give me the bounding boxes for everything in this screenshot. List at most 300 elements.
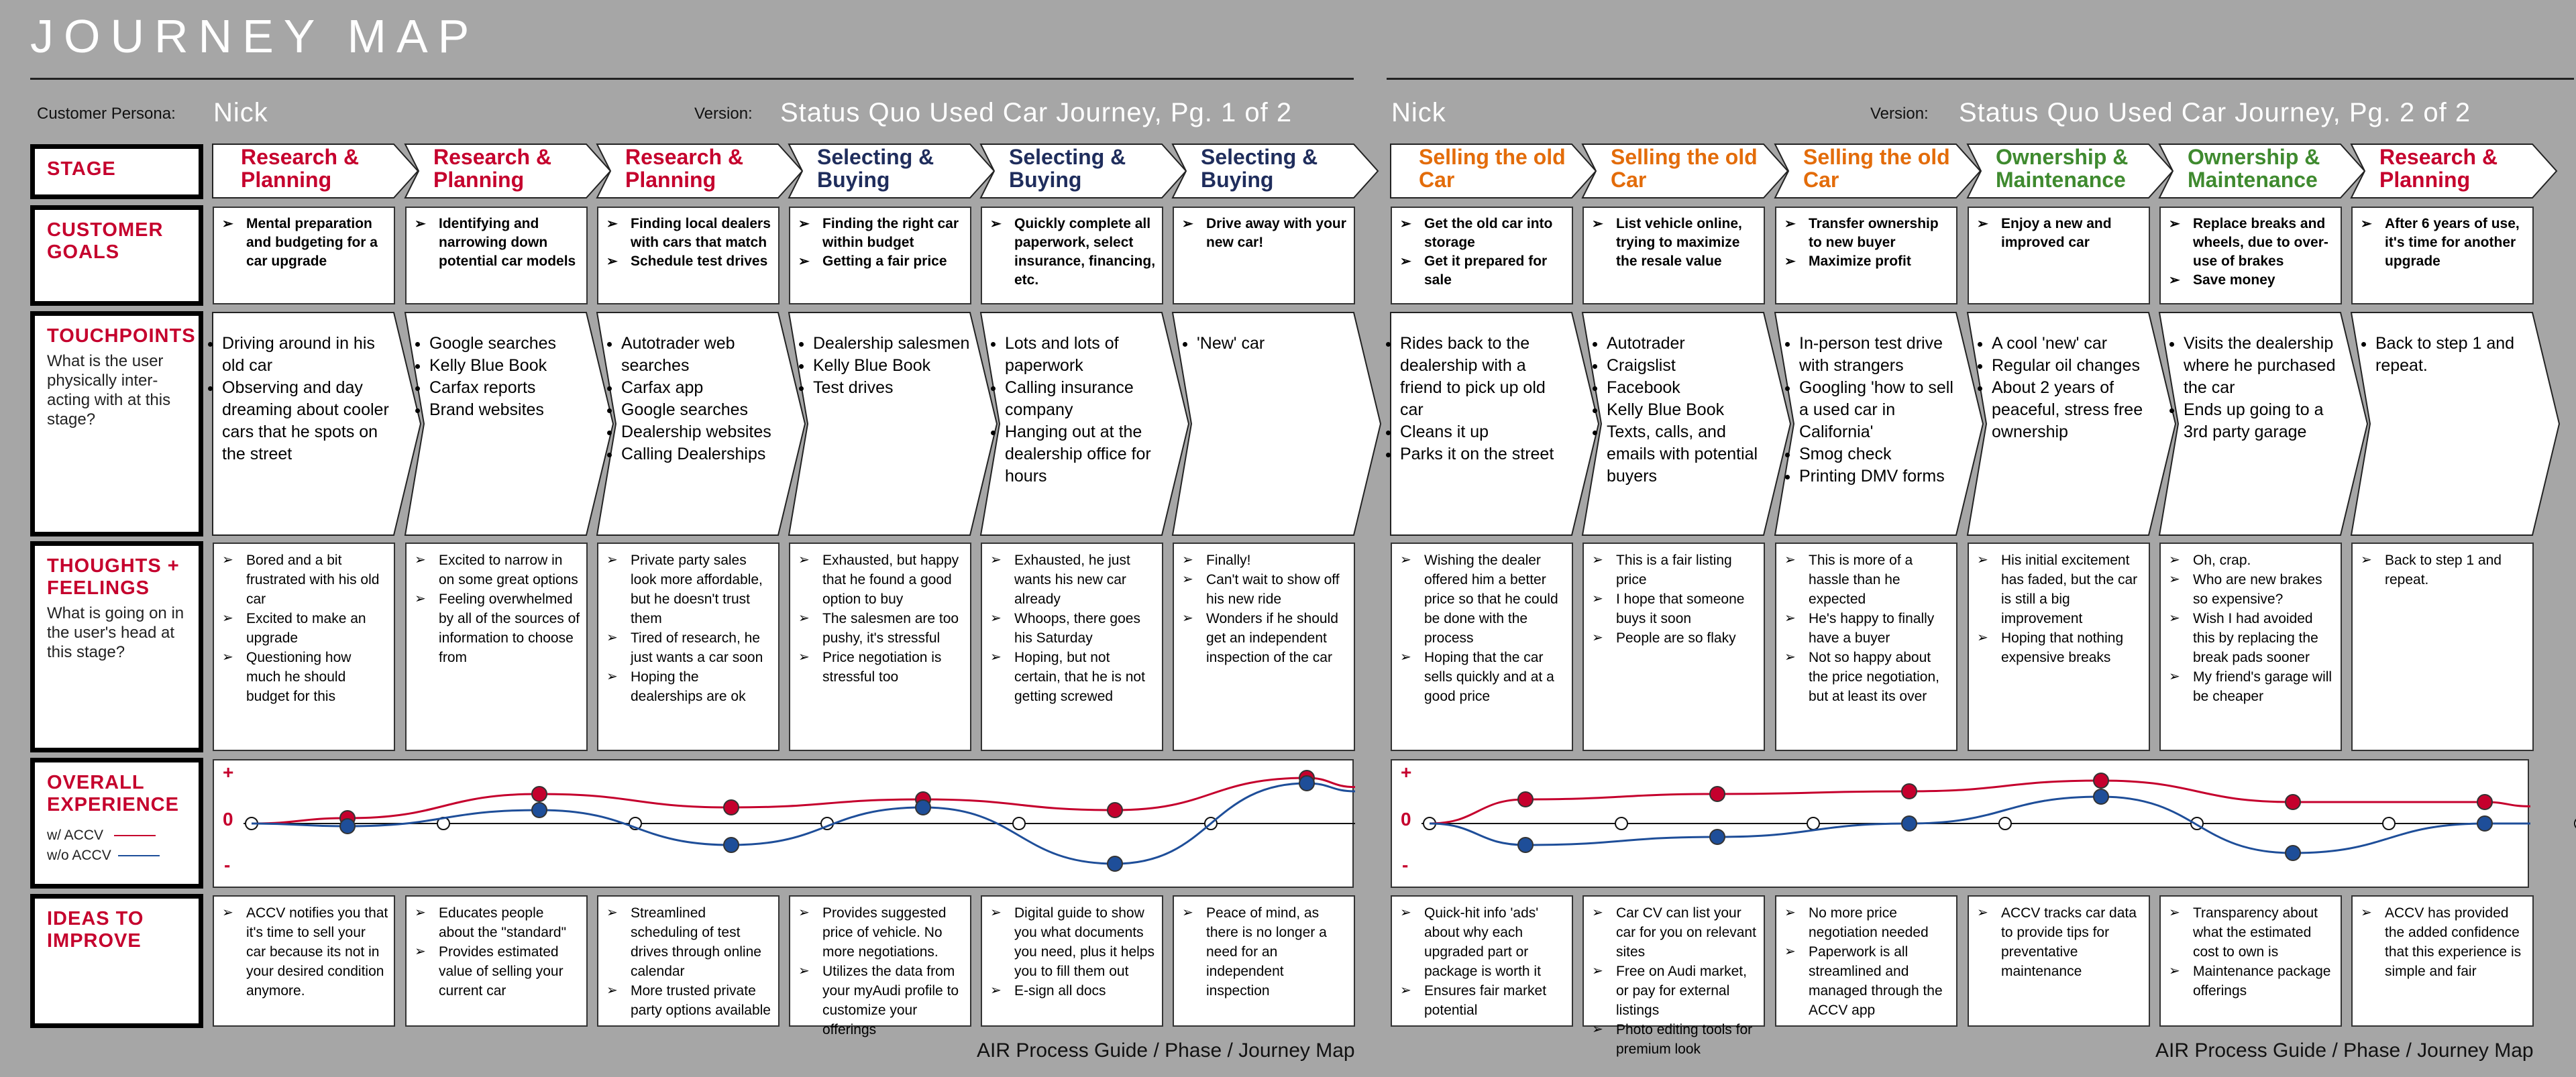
bullet-list — [1584, 897, 1764, 1059]
bullet-list — [407, 544, 586, 667]
header-divider — [30, 78, 1354, 80]
experience-chart-svg — [214, 760, 1355, 889]
list-item: ➢ Identifying and narrowing down potential car models — [415, 215, 581, 271]
bullet-list — [2366, 333, 2532, 377]
ideas-cell — [597, 895, 780, 1027]
list-item: ➢ Who are new brakes so expensive? — [2169, 570, 2335, 609]
list-item: ➢ The salesmen are too pushy, it's stressful — [798, 609, 965, 648]
persona-name: Nick — [213, 98, 268, 127]
touchpoint-text — [2174, 322, 2341, 454]
axis-minus-label: - — [1402, 854, 1409, 875]
touchpoint-text — [213, 322, 394, 476]
stage-chevron — [1391, 144, 1596, 198]
list-item: ➢ Digital guide to show you what documents you need, plus it helps you to fill them out — [990, 903, 1157, 981]
list-item: ➢ ACCV has provided the added confidence that this experience is simple and fair — [2361, 903, 2527, 981]
list-item: • Printing DMV forms — [1799, 465, 1956, 488]
experience-chart-page-2 — [1391, 759, 2529, 888]
data-point — [724, 838, 739, 852]
list-item: ➢ Hoping the dealerships are ok — [606, 667, 773, 706]
bullet-list — [2161, 544, 2341, 706]
ideas-cell — [1582, 895, 1765, 1057]
list-item: ➢ Streamlined scheduling of test drives through online calendar — [606, 903, 773, 981]
data-point — [1902, 784, 1917, 799]
data-point — [1108, 803, 1122, 817]
list-item: ➢ Enjoy a new and improved car — [1977, 215, 2143, 252]
list-item: ➢ Finding the right car within budget — [798, 215, 965, 252]
touchpoint-arrow — [2351, 313, 2559, 535]
touchpoint-arrow — [981, 313, 1189, 535]
bullet-list — [982, 208, 1162, 290]
list-item: ➢ Whoops, there goes his Saturday — [990, 609, 1157, 648]
stage-label: Research & Planning — [241, 145, 360, 192]
touchpoint-text — [996, 322, 1162, 498]
stage-chevron — [1968, 144, 2173, 198]
chart-legend — [47, 826, 186, 866]
list-item: ➢ Exhausted, he just wants his new car already — [990, 551, 1157, 609]
list-item: ➢ People are so flaky — [1592, 628, 1758, 648]
version-value: Status Quo Used Car Journey, Pg. 1 of 2 — [780, 98, 1293, 127]
stage-label: Research & Planning — [625, 145, 744, 192]
list-item: ➢ ACCV tracks car data to provide tips for preventative maintenance — [1977, 903, 2143, 981]
stage-chevron — [405, 144, 610, 198]
bullet-list — [1391, 333, 1572, 465]
legend-label-with-accv: w/ ACCV — [47, 828, 104, 843]
list-item: • Brand websites — [429, 399, 586, 421]
list-item: ➢ Getting a fair price — [798, 252, 965, 271]
list-item: ➢ Educates people about the "standard" — [415, 903, 581, 942]
bullet-list — [1776, 544, 1956, 706]
persona-label: Customer Persona: — [37, 105, 176, 123]
list-item: • 'New' car — [1197, 333, 1354, 355]
series-line-with-accv — [252, 778, 1355, 824]
touchpoint-arrow — [2159, 313, 2367, 535]
row-label-ideas — [30, 894, 203, 1028]
data-point — [1710, 830, 1725, 844]
axis-zero-label: 0 — [223, 809, 233, 830]
list-item: ➢ List vehicle online, trying to maximize the resale value — [1592, 215, 1758, 271]
stage-label: Selling the old Car — [1611, 145, 1758, 192]
list-item: ➢ Questioning how much he should budget for this — [222, 648, 388, 706]
goals-cell — [405, 207, 588, 304]
stage-chevron — [213, 144, 418, 198]
goals-cell — [1391, 207, 1573, 304]
bullet-list — [214, 897, 394, 1001]
list-item: • Visits the dealership where he purchased the car — [2184, 333, 2341, 399]
list-item: • Carfax app — [621, 377, 778, 399]
list-item: • Cleans it up — [1400, 421, 1572, 443]
row-label-experience — [30, 758, 203, 889]
bullet-list — [790, 544, 970, 687]
ideas-cell — [789, 895, 971, 1037]
thoughts-cell — [405, 543, 588, 751]
bullet-list — [1776, 208, 1956, 271]
list-item: ➢ Back to step 1 and repeat. — [2361, 551, 2527, 589]
list-item: ➢ Exhausted, but happy that he found a good option to buy — [798, 551, 965, 609]
bullet-list — [1174, 544, 1354, 667]
thoughts-cell — [213, 543, 395, 751]
touchpoint-text — [1790, 322, 1956, 498]
list-item: ➢ Excited to narrow in on some great options — [415, 551, 581, 589]
ideas-cell — [1968, 895, 2150, 1027]
bullet-list — [407, 897, 586, 1001]
ideas-cell — [2351, 895, 2534, 1027]
list-item: ➢ Bored and a bit frustrated with his old car — [222, 551, 388, 609]
bullet-list — [982, 544, 1162, 706]
bullet-list — [1392, 208, 1572, 290]
list-item: • Dealership salesmen — [813, 333, 970, 355]
version-label: Version: — [694, 105, 753, 123]
bullet-list — [2161, 897, 2341, 1001]
header-divider — [1387, 78, 2574, 80]
stage-chevron — [2351, 144, 2557, 198]
touchpoint-text — [1982, 322, 2149, 454]
stage-chevron — [597, 144, 802, 198]
list-item: ➢ Private party sales look more affordable, but he doesn't trust them — [606, 551, 773, 628]
stage-label: Selling the old Car — [1803, 145, 1950, 192]
list-item: ➢ Transparency about what the estimated cost to own is — [2169, 903, 2335, 962]
data-point — [916, 800, 930, 815]
list-item: • Parks it on the street — [1400, 443, 1572, 465]
list-item: • Craigslist — [1607, 355, 1764, 377]
list-item: ➢ Quickly complete all paperwork, select insurance, financing, etc. — [990, 215, 1157, 290]
bullet-list — [612, 333, 778, 465]
bullet-list — [1584, 208, 1764, 271]
stage-label: Research & Planning — [433, 145, 552, 192]
bullet-list — [2353, 897, 2532, 981]
list-item: • Observing and day dreaming about cooler cars that he spots on the street — [222, 377, 394, 465]
list-item: • Kelly Blue Book — [813, 355, 970, 377]
bullet-list — [1776, 897, 1956, 1020]
row-label-thoughts — [30, 541, 203, 752]
row-label-title: IDEAS TO IMPROVE — [47, 908, 144, 952]
axis-marker — [1999, 817, 2011, 830]
list-item: • Google searches — [429, 333, 586, 355]
list-item: • Autotrader web searches — [621, 333, 778, 377]
list-item: ➢ Wishing the dealer offered him a better price so that he could be done with the process — [1400, 551, 1566, 648]
axis-marker — [1615, 817, 1627, 830]
row-label-goals — [30, 205, 203, 306]
row-label-title: THOUGHTS + FEELINGS — [47, 555, 180, 599]
axis-marker — [2383, 817, 2395, 830]
bullet-list — [214, 208, 394, 271]
list-item: ➢ Price negotiation is stressful too — [798, 648, 965, 687]
list-item: • Carfax reports — [429, 377, 586, 399]
axis-minus-label: - — [224, 854, 231, 875]
ideas-cell — [1391, 895, 1573, 1027]
touchpoint-text — [1391, 322, 1572, 476]
bullet-list — [598, 897, 778, 1020]
list-item: ➢ Provides suggested price of vehicle. No more negotiations. — [798, 903, 965, 962]
goals-cell — [1173, 207, 1355, 304]
stage-chevron — [1173, 144, 1378, 198]
bullet-list — [1790, 333, 1956, 488]
touchpoint-arrow — [213, 313, 421, 535]
bullet-list — [1597, 333, 1764, 488]
goals-cell — [789, 207, 971, 304]
list-item: • Regular oil changes — [1992, 355, 2149, 377]
touchpoint-text — [420, 322, 586, 432]
bullet-list — [1392, 897, 1572, 1020]
row-label-subtitle: What is going on in the user's head at this stage? — [47, 604, 184, 661]
bullet-list — [1174, 897, 1354, 1001]
list-item: • Kelly Blue Book — [429, 355, 586, 377]
list-item: • Facebook — [1607, 377, 1764, 399]
data-point — [2477, 795, 2492, 809]
list-item: ➢ I hope that someone buys it soon — [1592, 589, 1758, 628]
list-item: • Driving around in his old car — [222, 333, 394, 377]
data-point — [532, 803, 547, 817]
bullet-list — [804, 333, 970, 399]
list-item: ➢ Maximize profit — [1784, 252, 1951, 271]
stage-label: Ownership & Maintenance — [2188, 145, 2320, 192]
list-item: ➢ This is more of a hassle than he expected — [1784, 551, 1951, 609]
thoughts-cell — [2351, 543, 2534, 751]
stage-chevron — [1775, 144, 1980, 198]
list-item: • Google searches — [621, 399, 778, 421]
list-item: ➢ Mental preparation and budgeting for a car upgrade — [222, 215, 388, 271]
bullet-list — [420, 333, 586, 421]
list-item: • A cool 'new' car — [1992, 333, 2149, 355]
list-item: • About 2 years of peaceful, stress free ownership — [1992, 377, 2149, 443]
touchpoint-arrow — [789, 313, 997, 535]
data-point — [724, 800, 739, 815]
list-item: ➢ Hoping that nothing expensive breaks — [1977, 628, 2143, 667]
list-item: • Ends up going to a 3rd party garage — [2184, 399, 2341, 443]
row-label-stage — [30, 144, 203, 199]
ideas-cell — [981, 895, 1163, 1027]
thoughts-cell — [1173, 543, 1355, 751]
thoughts-cell — [1582, 543, 1765, 751]
list-item: ➢ Peace of mind, as there is no longer a need for an independent inspection — [1182, 903, 1348, 1001]
data-point — [2094, 789, 2108, 804]
bullet-list — [213, 333, 394, 465]
goals-cell — [2159, 207, 2342, 304]
list-item: ➢ Quick-hit info 'ads' about why each upgraded part or package is worth it — [1400, 903, 1566, 981]
bullet-list — [996, 333, 1162, 488]
stage-label: Selecting & Buying — [817, 145, 934, 192]
axis-marker — [1013, 817, 1025, 830]
ideas-cell — [1775, 895, 1957, 1027]
row-label-title: OVERALL EXPERIENCE — [47, 772, 179, 815]
data-point — [1518, 838, 1533, 852]
thoughts-cell — [981, 543, 1163, 751]
bullet-list — [598, 544, 778, 706]
thoughts-cell — [1968, 543, 2150, 751]
version-label: Version: — [1870, 105, 1929, 123]
list-item: ➢ Oh, crap. — [2169, 551, 2335, 570]
bullet-list — [1174, 208, 1354, 252]
stage-label: Selling the old Car — [1419, 145, 1566, 192]
goals-cell — [1775, 207, 1957, 304]
bullet-list — [2174, 333, 2341, 443]
list-item: • Calling insurance company — [1005, 377, 1162, 421]
data-point — [2286, 846, 2300, 860]
list-item: ➢ Provides estimated value of selling your current car — [415, 942, 581, 1001]
touchpoint-text — [2366, 322, 2532, 388]
bullet-list — [2353, 544, 2532, 589]
stage-chevron — [789, 144, 994, 198]
goals-cell — [981, 207, 1163, 304]
list-item: ➢ This is a fair listing price — [1592, 551, 1758, 589]
list-item: • Lots and lots of paperwork — [1005, 333, 1162, 377]
stage-label: Research & Planning — [2379, 145, 2498, 192]
list-item: • Kelly Blue Book — [1607, 399, 1764, 421]
touchpoint-arrow — [405, 313, 613, 535]
list-item: ➢ His initial excitement has faded, but the car is still a big improvement — [1977, 551, 2143, 628]
data-point — [1710, 787, 1725, 801]
axis-zero-label: 0 — [1401, 809, 1411, 830]
touchpoint-arrow — [1173, 313, 1381, 535]
list-item: • Smog check — [1799, 443, 1956, 465]
ideas-cell — [213, 895, 395, 1027]
list-item: ➢ My friend's garage will be cheaper — [2169, 667, 2335, 706]
stage-label: Selecting & Buying — [1201, 145, 1318, 192]
list-item: ➢ Drive away with your new car! — [1182, 215, 1348, 252]
list-item: ➢ Replace breaks and wheels, due to over-use of brakes — [2169, 215, 2335, 271]
touchpoint-arrow — [1775, 313, 1983, 535]
bullet-list — [1982, 333, 2149, 443]
row-label-title: CUSTOMER GOALS — [47, 219, 164, 263]
list-item: ➢ Maintenance package offerings — [2169, 962, 2335, 1001]
list-item: ➢ Can't wait to show off his new ride — [1182, 570, 1348, 609]
data-point — [340, 819, 355, 834]
list-item: ➢ He's happy to finally have a buyer — [1784, 609, 1951, 648]
bullet-list — [598, 208, 778, 271]
list-item: ➢ Tired of research, he just wants a car soon — [606, 628, 773, 667]
ideas-cell — [2159, 895, 2342, 1027]
list-item: ➢ Free on Audi market, or pay for external listings — [1592, 962, 1758, 1020]
bullet-list — [2353, 208, 2532, 271]
list-item: • Test drives — [813, 377, 970, 399]
stage-chevron — [2159, 144, 2365, 198]
data-point — [1299, 776, 1314, 791]
bullet-list — [2161, 208, 2341, 290]
bullet-list — [1584, 544, 1764, 648]
list-item: ➢ Not so happy about the price negotiation, but at least its over — [1784, 648, 1951, 706]
bullet-list — [790, 208, 970, 271]
thoughts-cell — [1775, 543, 1957, 751]
row-label-title: TOUCHPOINTS — [47, 325, 196, 347]
touchpoint-text — [612, 322, 778, 476]
legend-swatch-blue — [118, 855, 160, 856]
footer-breadcrumb: AIR Process Guide / Phase / Journey Map — [977, 1039, 1355, 1062]
thoughts-cell — [1391, 543, 1573, 751]
list-item: ➢ Get it prepared for sale — [1400, 252, 1566, 290]
row-label-title: STAGE — [47, 158, 116, 180]
thoughts-cell — [789, 543, 971, 751]
ideas-cell — [1173, 895, 1355, 1027]
series-line-without-accv — [1430, 797, 2530, 853]
bullet-list — [1969, 208, 2149, 252]
touchpoint-arrow — [1582, 313, 1790, 535]
bullet-list — [214, 544, 394, 706]
bullet-list — [1392, 544, 1572, 706]
goals-cell — [597, 207, 780, 304]
list-item: ➢ After 6 years of use, it's time for another upgrade — [2361, 215, 2527, 271]
list-item: • Googling 'how to sell a used car in California' — [1799, 377, 1956, 443]
list-item: • Rides back to the dealership with a friend to pick up old car — [1400, 333, 1572, 421]
list-item: • In-person test drive with strangers — [1799, 333, 1956, 377]
list-item: • Autotrader — [1607, 333, 1764, 355]
list-item: • Dealership websites — [621, 421, 778, 443]
row-label-touchpoints — [30, 311, 203, 536]
list-item: ➢ Schedule test drives — [606, 252, 773, 271]
goals-cell — [213, 207, 395, 304]
data-point — [1108, 856, 1122, 871]
touchpoint-text — [804, 322, 970, 410]
data-point — [2286, 795, 2300, 809]
axis-plus-label: + — [1401, 762, 1412, 783]
touchpoint-text — [1187, 322, 1354, 365]
list-item: ➢ Wish I had avoided this by replacing the break pads sooner — [2169, 609, 2335, 667]
bullet-list — [407, 208, 586, 271]
stage-label: Ownership & Maintenance — [1996, 145, 2129, 192]
bullet-list — [1187, 333, 1354, 355]
list-item: ➢ Hoping that the car sells quickly and at a good price — [1400, 648, 1566, 706]
page-title: JOURNEY MAP — [30, 10, 480, 62]
list-item: ➢ Wonders if he should get an independent inspection of the car — [1182, 609, 1348, 667]
data-point — [532, 787, 547, 801]
goals-cell — [1582, 207, 1765, 304]
list-item: ➢ Car CV can list your car for you on relevant sites — [1592, 903, 1758, 962]
list-item: ➢ More trusted private party options available — [606, 981, 773, 1020]
list-item: ➢ Feeling overwhelmed by all of the sources of information to choose from — [415, 589, 581, 667]
list-item: ➢ Photo editing tools for premium look — [1592, 1020, 1758, 1059]
list-item: ➢ Get the old car into storage — [1400, 215, 1566, 252]
bullet-list — [982, 897, 1162, 1001]
axis-marker — [1807, 817, 1819, 830]
goals-cell — [1968, 207, 2150, 304]
touchpoint-arrow — [1391, 313, 1599, 535]
stage-label: Selecting & Buying — [1009, 145, 1126, 192]
list-item: ➢ Finding local dealers with cars that match — [606, 215, 773, 252]
list-item: • Texts, calls, and emails with potential buyers — [1607, 421, 1764, 488]
legend-swatch-red — [114, 835, 156, 836]
list-item: ➢ Save money — [2169, 271, 2335, 290]
touchpoint-text — [1597, 322, 1764, 498]
experience-chart-svg — [1392, 760, 2530, 889]
version-value: Status Quo Used Car Journey, Pg. 2 of 2 — [1959, 98, 2471, 127]
list-item: ➢ Finally! — [1182, 551, 1348, 570]
bullet-list — [1969, 544, 2149, 667]
data-point — [1518, 792, 1533, 807]
touchpoint-arrow — [1968, 313, 2176, 535]
list-item: ➢ Ensures fair market potential — [1400, 981, 1566, 1020]
bullet-list — [790, 897, 970, 1039]
data-point — [1902, 816, 1917, 831]
data-point — [2094, 773, 2108, 788]
thoughts-cell — [597, 543, 780, 751]
list-item: ➢ Excited to make an upgrade — [222, 609, 388, 648]
list-item: ➢ Paperwork is all streamlined and managed through the ACCV app — [1784, 942, 1951, 1020]
list-item: ➢ ACCV notifies you that it's time to sell your car because its not in your desired condition anymore. — [222, 903, 388, 1001]
list-item: • Calling Dealerships — [621, 443, 778, 465]
list-item: ➢ Utilizes the data from your myAudi profile to customize your offerings — [798, 962, 965, 1039]
goals-cell — [2351, 207, 2534, 304]
bullet-list — [1969, 897, 2149, 981]
list-item: ➢ Hoping, but not certain, that he is not getting screwed — [990, 648, 1157, 706]
row-label-subtitle: What is the user physically inter-acting with at this stage? — [47, 352, 171, 429]
data-point — [2477, 816, 2492, 831]
axis-plus-label: + — [223, 762, 234, 783]
touchpoint-arrow — [597, 313, 805, 535]
experience-chart-page-1 — [213, 759, 1354, 888]
ideas-cell — [405, 895, 588, 1027]
list-item: ➢ Transfer ownership to new buyer — [1784, 215, 1951, 252]
stage-chevron — [1582, 144, 1788, 198]
footer-breadcrumb: AIR Process Guide / Phase / Journey Map — [2155, 1039, 2534, 1062]
stage-chevron — [981, 144, 1186, 198]
